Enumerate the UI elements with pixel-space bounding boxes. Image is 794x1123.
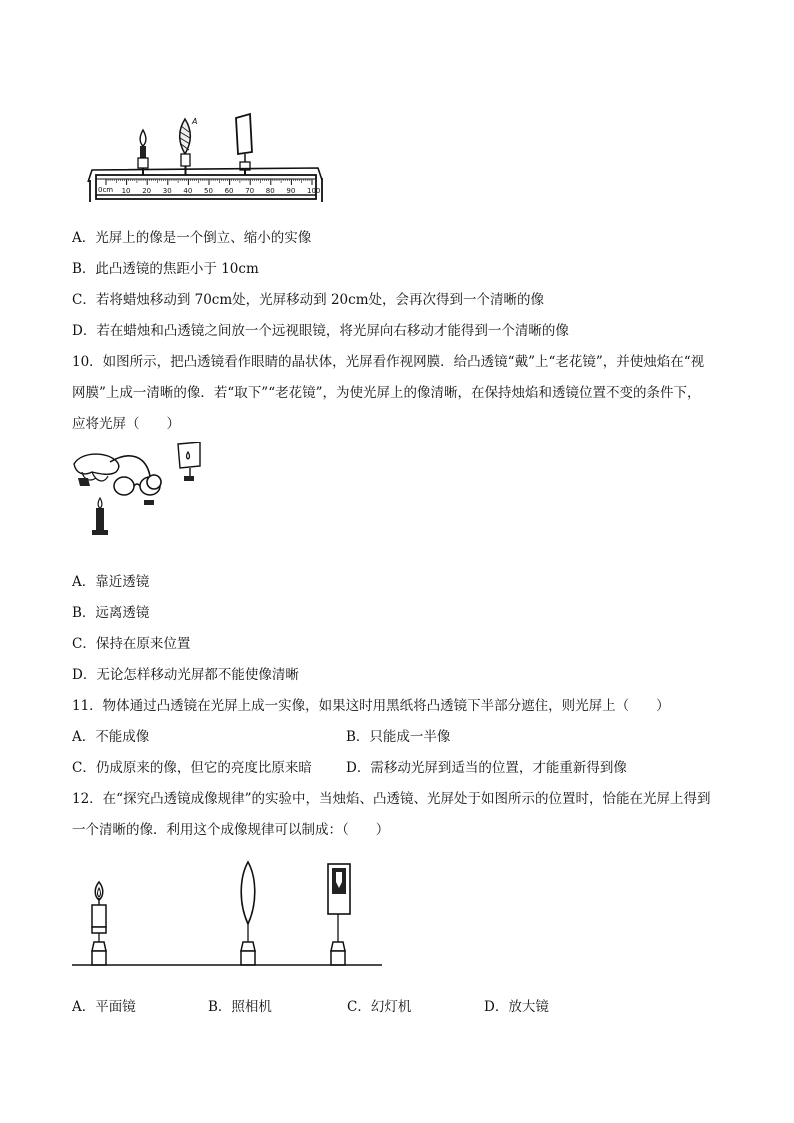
q10-option-c: C．保持在原来位置 [72,636,191,652]
candle-flame-icon [140,130,146,146]
convex-lens-icon [241,862,255,924]
q12-stem-line-2: 一个清晰的像．利用这个成像规律可以制成：（ ） [72,822,390,838]
q10-stem-line-3: 应将光屏（ ） [72,416,180,432]
candle-icon [92,905,106,927]
rule-tick-label: 60 [224,187,234,195]
convex-lens-icon [180,119,191,154]
rule-tick-label: 100 [307,187,321,195]
q11-option-b: B．只能成一半像 [346,729,451,745]
q9-option-a: A．光屏上的像是一个倒立、缩小的实像 [72,230,312,246]
q10-option-a: A．靠近透镜 [72,574,150,590]
rule-tick-label: 90 [286,187,296,195]
glasses-icon [114,477,134,495]
q10-stem-line-1: 10．如图所示，把凸透镜看作眼睛的晶状体，光屏看作视网膜．给凸透镜“戴”上“老花镜”，并使烛焰在“视 [72,354,705,370]
rule-tick-label: 80 [265,187,275,195]
q10-option-d: D．无论怎样移动光屏都不能使像清晰 [72,667,299,683]
q12-option-c: C．幻灯机 [347,999,412,1015]
q9-option-d: D．若在蜡烛和凸透镜之间放一个远视眼镜，将光屏向右移动才能得到一个清晰的像 [72,323,569,339]
q12-option-d: D．放大镜 [484,999,549,1015]
candle-icon [96,508,104,530]
light-screen-icon [236,114,252,154]
q11-option-c: C．仍成原来的像，但它的亮度比原来暗 [72,760,312,776]
optical-bench-figure [86,112,336,204]
glasses-experiment-figure [70,442,210,538]
q12-option-a: A．平面镜 [72,999,136,1015]
candle-icon [140,146,146,158]
q9-option-c: C．若将蜡烛移动到 70cm处，光屏移动到 20cm处，会再次得到一个清晰的像 [72,292,544,308]
hand-icon [74,454,119,474]
convex-lens-icon [147,475,161,489]
q10-stem-line-2: 网膜”上成一清晰的像．若“取下”“老花镜”，为使光屏上的像清晰，在保持烛焰和透镜位置不变的条件下， [72,385,701,401]
q12-option-b: B．照相机 [208,999,272,1015]
lens-label: A [192,117,198,126]
rule-unit-label: 0cm [98,186,114,194]
q11-option-a: A．不能成像 [72,729,150,745]
q9-option-b: B．此凸透镜的焦距小于 10cm [72,261,259,277]
lens-imaging-figure [70,858,388,970]
rule-tick-label: 70 [245,187,255,195]
q11-stem: 11．物体通过凸透镜在光屏上成一实像，如果这时用黑纸将凸透镜下半部分遮住，则光屏上（ ） [72,698,670,714]
rule-tick-label: 30 [162,187,172,195]
q11-option-d: D．需移动光屏到适当的位置，才能重新得到像 [346,760,627,776]
q10-option-b: B．远离透镜 [72,605,150,621]
candle-flame-icon [98,498,102,508]
rule-tick-label: 40 [183,187,193,195]
q12-stem-line-1: 12．在“探究凸透镜成像规律”的实验中，当烛焰、凸透镜、光屏处于如图所示的位置时，恰能在光屏上得到 [72,791,711,807]
rule-tick-label: 10 [121,187,131,195]
rule-tick-label: 20 [142,187,152,195]
rule-tick-label: 50 [204,187,213,195]
